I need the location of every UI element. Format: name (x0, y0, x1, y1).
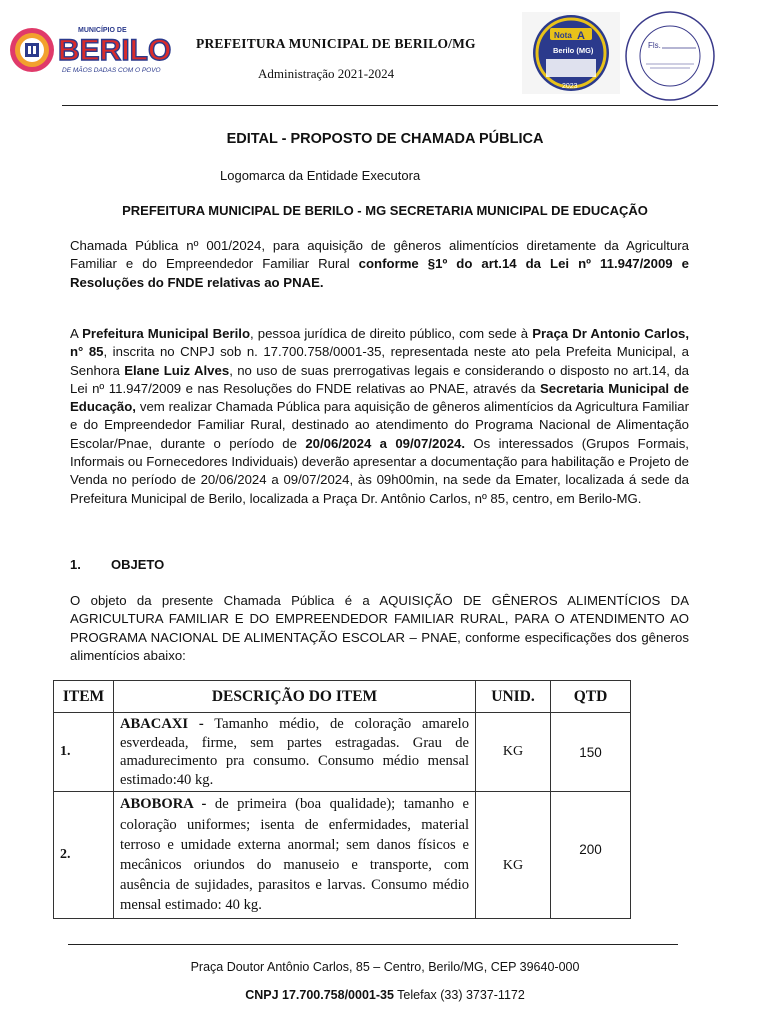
header-divider (62, 105, 718, 106)
row-item-number: 2. (54, 792, 114, 918)
main-bold-address: Praça Dr Antonio Carlos, n° 85 (70, 326, 689, 360)
row-item-number: 1. (54, 713, 114, 792)
row-product-desc: de primeira (boa qualidade); tamanho e coloração uniformes; isenta de enfermidades, material terroso e umidade externa anormal; sem danos físicos e mecânicos oriundos do manuseio e transporte, com ausência de sujidades, parasitos e larvas. Consumo médio mensal estimado: 40 kg. (120, 796, 469, 914)
berilo-logo (6, 22, 186, 80)
logo-slogan: DE MÃOS DADAS COM O POVO (62, 67, 161, 74)
row-quantity: 150 (551, 713, 631, 792)
main-text-5: vem realizar Chamada Pública para aquisição de gêneros alimentícios da Agricultura Familiar e do Empreendedor Familiar Rural, destinado ao atendimento do Programa Nacional de Alimentação Escolar/Pnae, durante o período de (70, 399, 689, 451)
section-number: 1. (70, 557, 81, 572)
stamp-fls: Fls. (648, 41, 661, 50)
row-product-desc: Tamanho médio, de coloração amarelo esverdeada, firme, sem partes estragadas. Grau de amadurecimento pra consumo. Consumo médio mensal estimado:40 kg. (120, 716, 469, 788)
row-unit: KG (476, 713, 551, 792)
intro-paragraph (70, 237, 689, 292)
header-quantity: QTD (551, 681, 631, 713)
logo-wordmark: BERILO (58, 34, 172, 67)
footer-divider (68, 944, 678, 945)
main-text-4: , no uso de suas prerrogativas legais e considerando o disposto no art.14, da Lei nº 11.947/2009 e nas Resoluções do FNDE relativas ao PNAE, através da (70, 362, 689, 396)
seal-grade: A (577, 30, 585, 42)
transparency-seal (522, 12, 620, 94)
row-quantity: 200 (551, 792, 631, 918)
header-description: DESCRIÇÃO DO ITEM (114, 681, 476, 713)
main-text-3: , inscrita no CNPJ sob n. 17.700.758/0001-35, representada neste ato pela Prefeita Municipal, a Senhora (70, 344, 689, 378)
table-row (54, 713, 631, 792)
footer-phone: Telefax (33) 3737-1172 (393, 988, 525, 1002)
intro-text: Chamada Pública nº 001/2024, para aquisição de gêneros alimentícios diretamente da Agricultura Familiar e do Empreendedor Familiar Rural (70, 238, 689, 272)
main-text-1: A (70, 326, 83, 341)
row-unit: KG (476, 792, 551, 918)
footer-address: Praça Doutor Antônio Carlos, 85 – Centro, Berilo/MG, CEP 39640-000 (190, 960, 580, 974)
document-title: EDITAL - PROPOSTO DE CHAMADA PÚBLICA (226, 131, 544, 147)
row-product-name: ABACAXI - (120, 716, 204, 732)
row-description (114, 792, 476, 918)
footer-contact (0, 988, 770, 1002)
seal-heading: Nota (554, 31, 572, 40)
object-paragraph: O objeto da presente Chamada Pública é a AQUISIÇÃO DE GÊNEROS ALIMENTÍCIOS DA AGRICULTURA FAMILIAR E DO EMPREENDEDOR FAMILIAR RURAL, PARA O ATENDIMENTO AO PROGRAMA NACIONAL DE ALIMENTAÇÃO ESCOLAR – PNAE, conforme especificações dos gêneros alimentícios abaixo: (70, 593, 689, 663)
logomarca-label: Logomarca da Entidade Executora (220, 168, 421, 183)
items-table (53, 680, 631, 919)
main-text-2: , pessoa jurídica de direito público, com sede à (250, 326, 533, 341)
footer-cnpj: CNPJ 17.700.758/0001-35 (245, 988, 394, 1002)
main-text-6: Os interessados (Grupos Formais, Informais ou Fornecedores Individuais) deverão apresentar a documentação para habilitação e Projeto de Venda no período de 20/06/2024 a 09/07/2024, às 09h00min, na sede da Emater, localizada á sede da Prefeitura Municipal de Berilo, localizada a Praça Dr. Antônio Carlos, nº 85, centro, em Berilo-MG. (70, 435, 689, 506)
table-header-row (54, 681, 631, 713)
row-product-name: ABOBORA - (120, 796, 207, 813)
table-row (54, 792, 631, 918)
header-title: PREFEITURA MUNICIPAL DE BERILO/MG (196, 36, 476, 51)
page-stamp (622, 8, 718, 104)
logo-top-text: MUNICÍPIO DE (78, 27, 127, 34)
header-unit: UNID. (476, 681, 551, 713)
seal-place: Berilo (MG) (553, 46, 594, 55)
header-item: ITEM (54, 681, 114, 713)
section-title: OBJETO (111, 557, 165, 572)
main-bold-secretaria: Secretaria Municipal de Educação, (70, 380, 689, 415)
header-administration: Administração 2021-2024 (258, 66, 395, 81)
main-paragraph (70, 325, 689, 508)
row-description (114, 713, 476, 792)
intro-legal-basis: conforme §1º do art.14 da Lei nº 11.947/2009 e Resoluções do FNDE relativas ao PNAE. (70, 256, 689, 290)
main-bold-period: 20/06/2024 a 09/07/2024. (305, 435, 466, 451)
main-bold-prefeita: Elane Luiz Alves (124, 362, 230, 378)
main-bold-prefeitura: Prefeitura Municipal Berilo (82, 326, 251, 341)
entity-name: PREFEITURA MUNICIPAL DE BERILO - MG SECRETARIA MUNICIPAL DE EDUCAÇÃO (122, 203, 648, 218)
seal-year: 2023 (562, 83, 578, 90)
